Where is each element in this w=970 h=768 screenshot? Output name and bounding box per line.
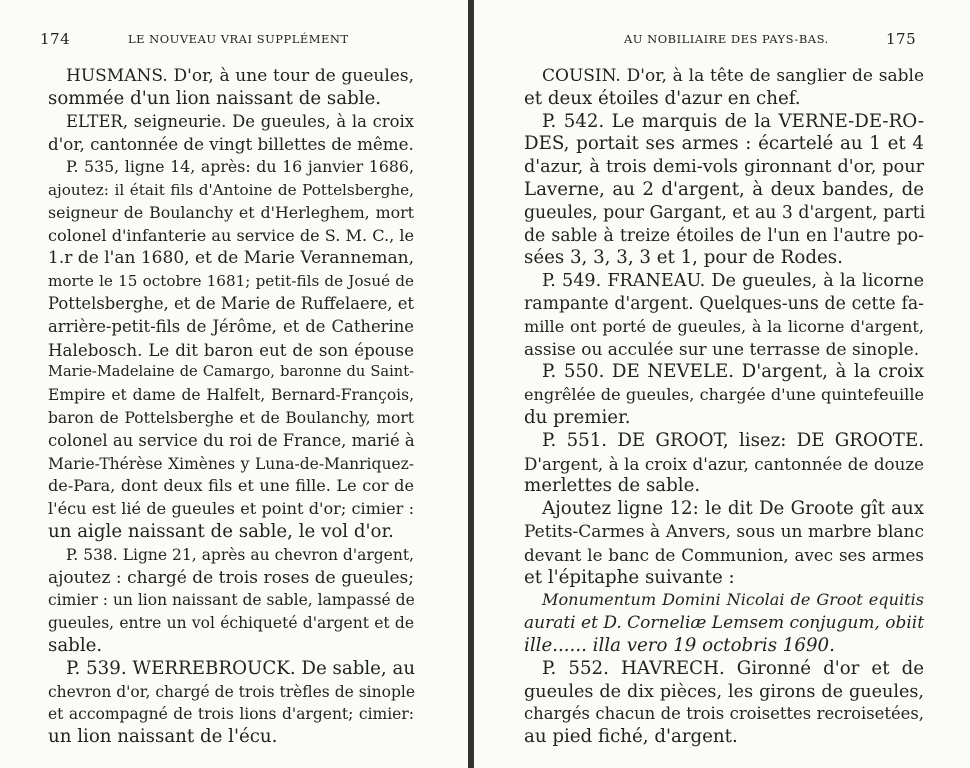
text-line: sable. [48, 634, 103, 656]
text-line: ille...... illa vero 19 octobris 1690. [524, 634, 835, 656]
text-line: COUSIN. D'or, à la tête de sanglier de sable [542, 66, 924, 86]
left-page-number: 174 [40, 30, 71, 48]
text-line: gueules, entre un vol échiqueté d'argent et de [48, 614, 414, 633]
text-line: chargés chacun de trois croisettes recroisetées, [524, 704, 924, 724]
text-line: Empire et dame de Halfelt, Bernard-François, [48, 386, 414, 405]
text-line: HUSMANS. D'or, à une tour de gueules, [66, 66, 414, 86]
text-line: Laverne, au 2 d'argent, à deux bandes, de [524, 178, 924, 200]
text-line: d'or, cantonnée de vingt billettes de même. [48, 134, 414, 155]
right-body-text [524, 65, 924, 749]
text-line: au pied fiché, d'argent. [524, 726, 738, 748]
text-line: de-Para, dont deux fils et une fille. Le cor de [48, 476, 414, 496]
text-line: arrière-petit-fils de Jérôme, et de Catherine [48, 316, 414, 336]
text-line: Ajoutez ligne 12: le dit De Groote gît aux [542, 498, 924, 520]
text-line: P. 552. HAVRECH. Gironné d'or et de [542, 657, 924, 679]
text-line: Monumentum Domini Nicolai de Groot equitis [542, 590, 924, 610]
text-line: aurati et D. Corneliæ Lemsem conjugum, obiit [524, 613, 925, 634]
text-line: sées 3, 3, 3, 3 et 1, pour de Rodes. [524, 247, 843, 269]
text-line: et accompagné de trois lions d'argent; cimier: [48, 705, 414, 724]
text-line: Halebosch. Le dit baron eut de son épouse [48, 339, 414, 360]
text-line: Marie-Thérèse Ximènes y Luna-de-Manriquez- [48, 454, 414, 473]
text-line: et deux étoiles d'azur en chef. [524, 87, 801, 109]
text-line: un lion naissant de l'écu. [48, 726, 278, 748]
text-line: rampante d'argent. Quelques-uns de cette fa- [524, 293, 924, 314]
text-line: colonel au service du roi de France, marié à [48, 430, 415, 450]
text-line: ajoutez: il était fils d'Antoine de Pottelsberghe, [48, 180, 414, 199]
text-line: D'argent, à la croix d'azur, cantonnée de douze [524, 453, 924, 474]
text-line: seigneur de Boulanchy et d'Herleghem, mort [48, 202, 414, 222]
text-line: mille ont porté de gueules, à la licorne d'argent, [524, 316, 924, 336]
text-line: cimier : un lion naissant de sable, lampassé de [48, 591, 415, 610]
text-line: P. 538. Ligne 21, après au chevron d'argent, [66, 545, 414, 564]
text-line: de sable à treize étoiles de l'un en l'autre po- [524, 225, 924, 246]
right-page [474, 0, 970, 768]
text-line: l'écu est lié de gueules et point d'or; cimier : [48, 499, 414, 519]
text-line: morte le 15 octobre 1681; petit-fils de Josué de [48, 272, 414, 291]
text-line: DES, portait ses armes : écartelé au 1 et 4 [524, 133, 924, 155]
text-line: du premier. [524, 406, 631, 428]
text-line: P. 551. DE GROOT, lisez: DE GROOTE. [542, 429, 924, 451]
text-line: P. 549. FRANEAU. De gueules, à la licorne [542, 271, 924, 292]
left-page [0, 0, 468, 768]
text-line: Marie-Madelaine de Camargo, baronne du Saint- [48, 363, 414, 381]
text-line: et l'épitaphe suivante : [524, 566, 735, 588]
text-line: colonel d'infanterie au service de S. M. C., le [48, 225, 414, 245]
right-running-head: AU NOBILIAIRE DES PAYS-BAS. [624, 32, 829, 46]
text-line: devant le banc de Communion, avec ses armes [524, 544, 924, 565]
text-line: d'azur, à trois demi-vols gironnant d'or, pour [524, 157, 924, 178]
text-line: ajoutez : chargé de trois roses de gueules; [48, 567, 414, 588]
text-line: P. 539. WERREBROUCK. De sable, au [66, 657, 416, 679]
text-line: engrêlée de gueules, chargée d'une quintefeuille [524, 385, 924, 405]
text-line: chevron d'or, chargé de trois trèfles de sinople [48, 682, 415, 701]
left-body-text [48, 65, 414, 749]
right-page-number: 175 [886, 30, 917, 48]
text-line: assise ou acculée sur une terrasse de sinople. [524, 339, 920, 360]
text-line: P. 542. Le marquis de la VERNE-DE-RO- [542, 110, 924, 132]
text-line: gueules de dix pièces, les girons de gueules, [524, 681, 924, 702]
left-running-head: LE NOUVEAU VRAI SUPPLÉMENT [128, 32, 349, 46]
text-line: un aigle naissant de sable, le vol d'or. [48, 520, 394, 542]
text-line: P. 550. DE NEVELE. D'argent, à la croix [542, 361, 924, 383]
text-line: Petits-Carmes à Anvers, sous un marbre blanc [524, 521, 924, 542]
text-line: P. 535, ligne 14, après: du 16 janvier 1686, [66, 157, 414, 177]
text-line: baron de Pottelsberghe et de Boulanchy, mort [48, 408, 414, 427]
text-line: merlettes de sable. [524, 475, 701, 497]
text-line: Pottelsberghe, et de Marie de Ruffelaere, et [48, 293, 414, 313]
text-line: ELTER, seigneurie. De gueules, à la croix [66, 111, 414, 131]
text-line: gueules, pour Gargant, et au 3 d'argent, parti [524, 202, 926, 223]
text-line: 1.r de l'an 1680, et de Marie Veranneman, [48, 248, 414, 269]
text-line: sommée d'un lion naissant de sable. [48, 87, 382, 109]
